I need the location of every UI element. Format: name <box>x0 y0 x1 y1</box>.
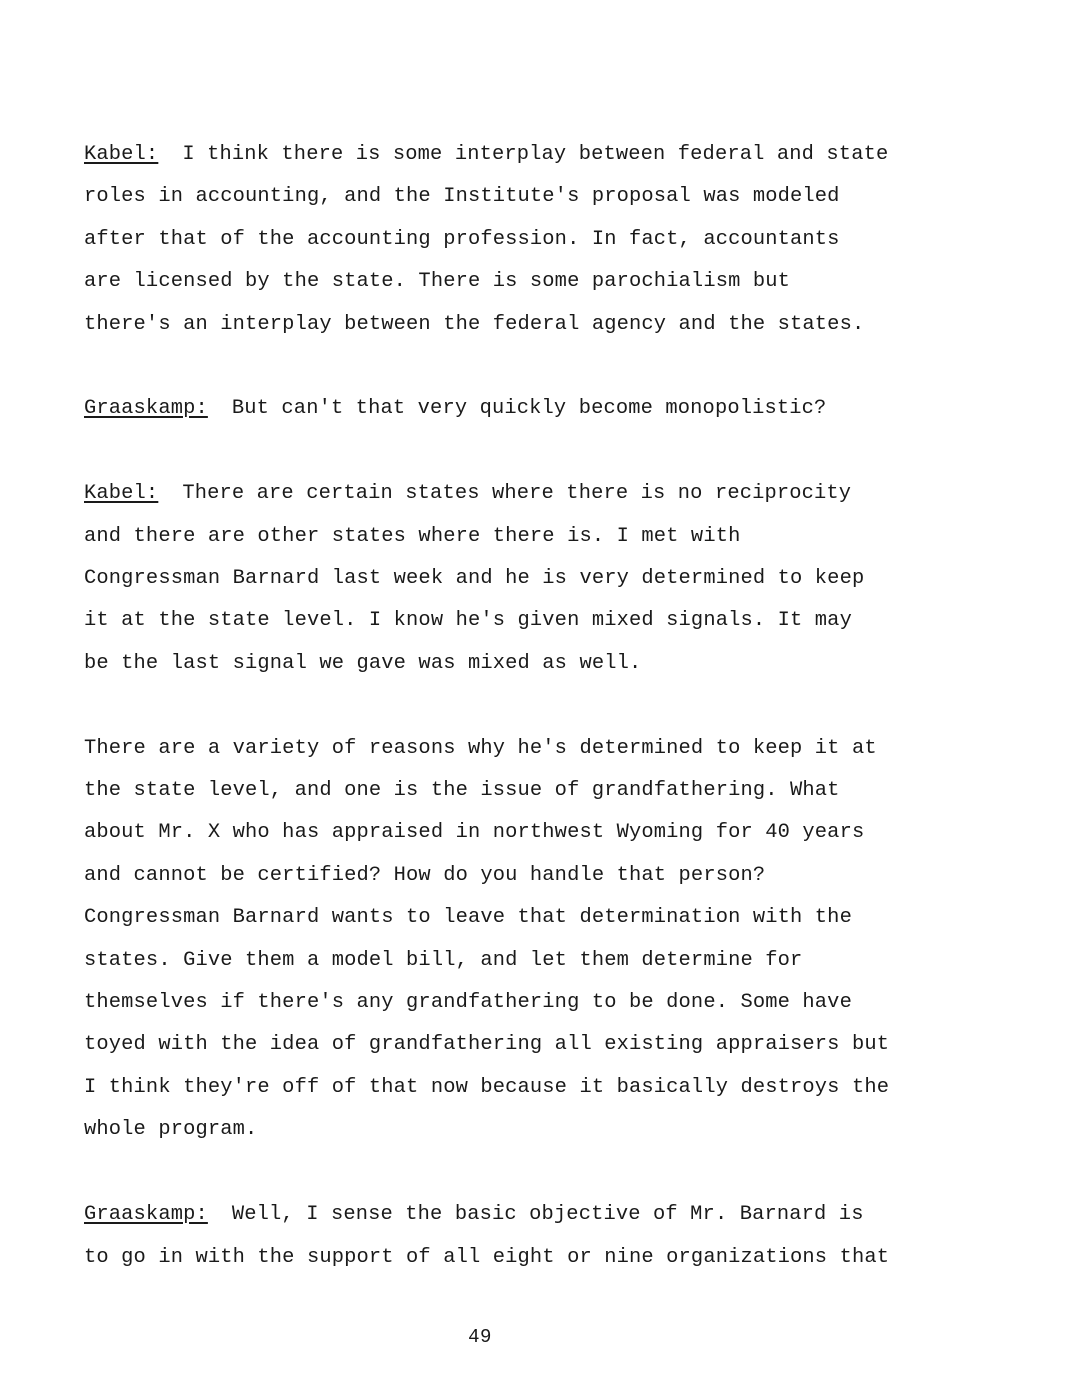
text-line: Congressman Barnard wants to leave that determination with the <box>84 906 852 930</box>
speaker-name: Graaskamp: <box>84 397 208 421</box>
paragraph <box>84 1194 934 1279</box>
text-line: there's an interplay between the federal agency and the states. <box>84 312 865 336</box>
text-line: Well, I sense the basic objective of Mr. Barnard is <box>231 1203 864 1227</box>
text-line: be the last signal we gave was mixed as well. <box>84 651 642 675</box>
page-number: 49 <box>468 1326 492 1348</box>
text-line: are licensed by the state. There is some parochialism but <box>84 270 791 294</box>
text-line: themselves if there's any grandfathering to be done. Some have <box>84 991 852 1015</box>
text-line: and there are other states where there is. I met with <box>84 524 741 548</box>
text-line: But can't that very quickly become monopolistic? <box>231 397 827 421</box>
text-line: Congressman Barnard last week and he is very determined to keep <box>84 567 865 591</box>
text-line: about Mr. X who has appraised in northwest Wyoming for 40 years <box>84 821 865 845</box>
text-line: toyed with the idea of grandfathering all existing appraisers but <box>84 1033 890 1057</box>
text-line: There are a variety of reasons why he's determined to keep it at <box>84 736 877 760</box>
text-line: and cannot be certified? How do you handle that person? <box>84 863 766 887</box>
text-line: I think they're off of that now because it basically destroys the <box>84 1075 890 1099</box>
text-line: I think there is some interplay between federal and state <box>182 143 889 166</box>
text-line: to go in with the support of all eight or nine organizations that <box>84 1245 890 1269</box>
paragraph <box>84 728 934 1152</box>
text-line: There are certain states where there is no reciprocity <box>182 482 852 506</box>
speaker-name: Graaskamp: <box>84 1203 208 1227</box>
text-line: the state level, and one is the issue of grandfathering. What <box>84 779 840 803</box>
paragraph <box>84 134 934 346</box>
speaker-name: Kabel: <box>84 143 159 166</box>
paragraph <box>84 473 934 685</box>
text-line: roles in accounting, and the Institute's proposal was modeled <box>84 185 840 209</box>
text-line: whole program. <box>84 1118 258 1142</box>
paragraph <box>84 388 934 430</box>
speaker-name: Kabel: <box>84 482 159 506</box>
text-line: it at the state level. I know he's given mixed signals. It may <box>84 609 852 633</box>
text-line: after that of the accounting profession. In fact, accountants <box>84 227 840 251</box>
text-line: states. Give them a model bill, and let them determine for <box>84 948 803 972</box>
transcript-body <box>84 134 934 1321</box>
